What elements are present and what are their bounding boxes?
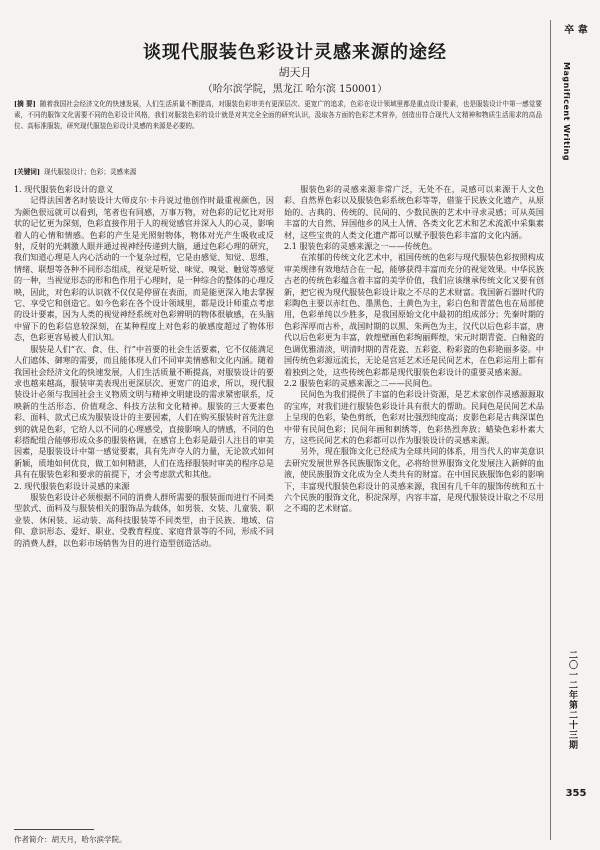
section-heading: 2.2 服装色彩的灵感来源之二——民间色。 [284, 377, 438, 388]
abstract-text: 随着我国社会经济文化的快速发展，人们生活质量不断提高，对服装色彩审美有更深层次、更宽广的追求，色彩在设计领域里都是重点设计要素，也是服装设计中第一感觉要素，不同的服饰文化需要不同的色彩设计风格，我们对服装色彩的设计就是对其完全全面的研究认识，汲取各方面的色彩艺术营养，创造出符合现代人文精神和物质生活需求的高品位、高标准服装，研究现代服装色彩设计灵感的来源是必要的。 [14, 100, 542, 131]
article-title: 谈现代服装色彩设计灵感来源的途经 [143, 42, 447, 63]
body-paragraph: 服装色彩的灵感来源非常广泛，无处不在，灵感可以来源于人文色彩、自然界色彩以及服装色彩系统色彩等等，借鉴于民族文化遗产，从原始的、古典的、传统的、民间的、少数民族的艺术中寻求灵感；可从英国丰富的大自然、异国他乡的风土人情、各类文化艺术和艺术流派中采集素材，这些宝贵的人类文化遗产都可以赋予服装色彩丰富的文化内涵。 [284, 184, 544, 240]
body-paragraph: 民间色为我们提供了丰富的色彩设计资源，是艺术家创作灵感源源取的宝库，对我们进行服装色彩设计具有很大的帮助。民间色是民间艺术品上呈现的色彩，染色剪纸，色彩对比强烈纯度高；皮影色彩是古典深谋色中带有民间色彩；民间年画和刺绣等，色彩热烈奔放；蜡染色彩朴素大方，这些民间艺术的色彩都可以作为服装设计的灵感来源。 [284, 389, 544, 445]
sidebar-issue: 二〇一二年第二十三期 [567, 650, 577, 750]
abstract [14, 99, 542, 133]
keywords-text: 现代服装设计；色彩；灵感来源 [44, 168, 137, 176]
body-paragraph: 服装是人们“衣、食、住、行”中首要的社会生活要素，它不仅能满足人们遮体、御寒的需要，而且能体现人们不同审美情感和文化内涵。随着我国社会经济文化的快速发展，人们生活质量不断提高，对服装设计的要求也越来越高，服装审美表现出更深层次、更宽广的追求，所以，现代服装设计必须与我国社会主义物质文明与精神文明建设的需求紧密联系，反映新的生活形态、价值观念、科技方法和文化精神。服装的三大要素色彩、面料、款式已成为服装设计的主要因素，人们在购买服装时首先注意到的就是色彩，它给人以不同的心理感受，直接影响人的情感，不同的色彩搭配组合能够形成众多的服装格调，在感官上色彩是最引人注目的审美因素，是服装设计中第一感觉要素，具有先声夺人的力量，无论款式如何新颖，质地如何优良，做工如何精湛，人们在选择服装时审美的程序总是具有在服装色彩和要求的前提下，才会考虑款式和其他。 [14, 343, 274, 480]
keywords-label: [关键词] [14, 168, 41, 176]
abstract-label: [摘 要] [14, 100, 36, 108]
sidebar-journal-name: Magnificent Writing [562, 62, 571, 162]
body-paragraph: 服装色彩设计必须根据不同的消费人群所需要的服装面而进行不同类型款式、面料及与服装相关的服饰品为载体，如男装、女装、儿童装、职业装、休闲装、运动装、高科技服装等不同类型，由于民族、地域、信仰、意识形态、爱好、职业、受教育程度、家庭背景等的不同，形成不同的消费人群，以色彩市场销售为目的进行造型创造活动。 [14, 491, 274, 548]
left-column [14, 184, 274, 834]
footnote-rule [14, 829, 94, 830]
body-paragraph: 记得法国著名时装设计大师皮尔·卡丹说过他创作时最重视颜色，因为颜色很远就可以看到，笔者也有同感，万事万物，对色彩的记忆比对形状的记忆更为深刻，色彩直接作用于人的视觉感官并深入人的心灵，影响着人的心情和情感。色彩的产生是光照射物体，物体对光产生吸收或反射，反射的光刺激人眼并通过视神经传递到大脑，通过色彩心理的研究，我们知道心理是人内心活动的一个复杂过程，它是由感觉、知觉、思维、情绪、联想等各种不同形态组成，视觉是听觉、味觉、嗅觉、触觉等感觉的一种，当视觉形态的形和色作用于心理时，是一种综合的整体的心理反映，因此，对色彩的认识就不仅仅是停留在表面，而是能更深入地去掌握它、享受它和创造它。如今色彩在各个设计领域里，都是设计师重点考虑的设计要素，因为人类的视觉神经系统对色彩辨明的物体很敏感，在头脑中留下的色彩信息较深刻，在某种程度上对色彩的敏感度超过了物体形态，色彩更容易被人们认知。 [14, 195, 274, 343]
author-affiliation: （哈尔滨学院，黑龙江 哈尔滨 150001） [202, 84, 388, 95]
right-column [284, 184, 544, 834]
author-footnote: 作者简介：胡天月，哈尔滨学院。 [14, 835, 127, 844]
section-heading: 2. 现代服装色彩设计灵感的来源 [14, 480, 130, 491]
sidebar-divider [550, 20, 551, 840]
article-author: 胡天月 [278, 66, 312, 79]
keywords [14, 167, 542, 178]
body-paragraph: 另外，现在服饰文化已经成为全球共同的体系，用当代人的审美意识去研究发展世界各民族服饰文化，必将给世界服饰文化发展注入新鲜的血液，使民族服饰文化成为全人类共有的财富。在中国民族服饰色彩的影响下，丰富现代服装色彩设计的灵感来源，我国有几千年的服饰传统和五十六个民族的服饰文化，积淀深厚，内容丰富，是现代服装设计取之不尽用之不竭的艺术财富。 [284, 446, 544, 514]
body-paragraph: 在浓郁的传统文化艺术中，祖国传统的色彩与现代服装色彩按照构成审美规律有效地结合在一起，能够获得丰富而充分的视觉效果。中华民族古老的传统色彩蕴含着丰富的美学价值，我们应该继承传统文化又要有创新，把它视为现代服装色彩设计取之不尽的艺术财富。我国新石器时代的彩陶色主要以赤红色、墨黑色、土黄色为主，彩白色和青蓝色也在局部使用，色彩单纯以少胜多，是我国原始文化中最初的组成部分；先秦时期的色彩浑厚而古朴，战国时期的以黑、朱两色为主，汉代以后色彩丰富，唐代以后色彩更为丰富，敦煌壁画色彩绚丽辉煌，宋元时期青瓷、白釉瓷的色调优雅清淡，明清时期的青花瓷、五彩瓷、粉彩瓷的色彩艳丽多姿。中国传统色彩源远流长，无论是宫廷艺术还是民间艺术，在色彩运用上都有着独到之处，这些传统色彩都是现代服装色彩设计的重要灵感来源。 [284, 252, 544, 377]
sidebar-column-title: 卒 韋 [564, 25, 588, 36]
section-heading: 1. 现代服装色彩设计的意义 [14, 184, 114, 194]
page-number: 355 [565, 788, 587, 799]
section-heading: 2.1 服装色彩的灵感来源之一——传统色。 [284, 241, 438, 252]
